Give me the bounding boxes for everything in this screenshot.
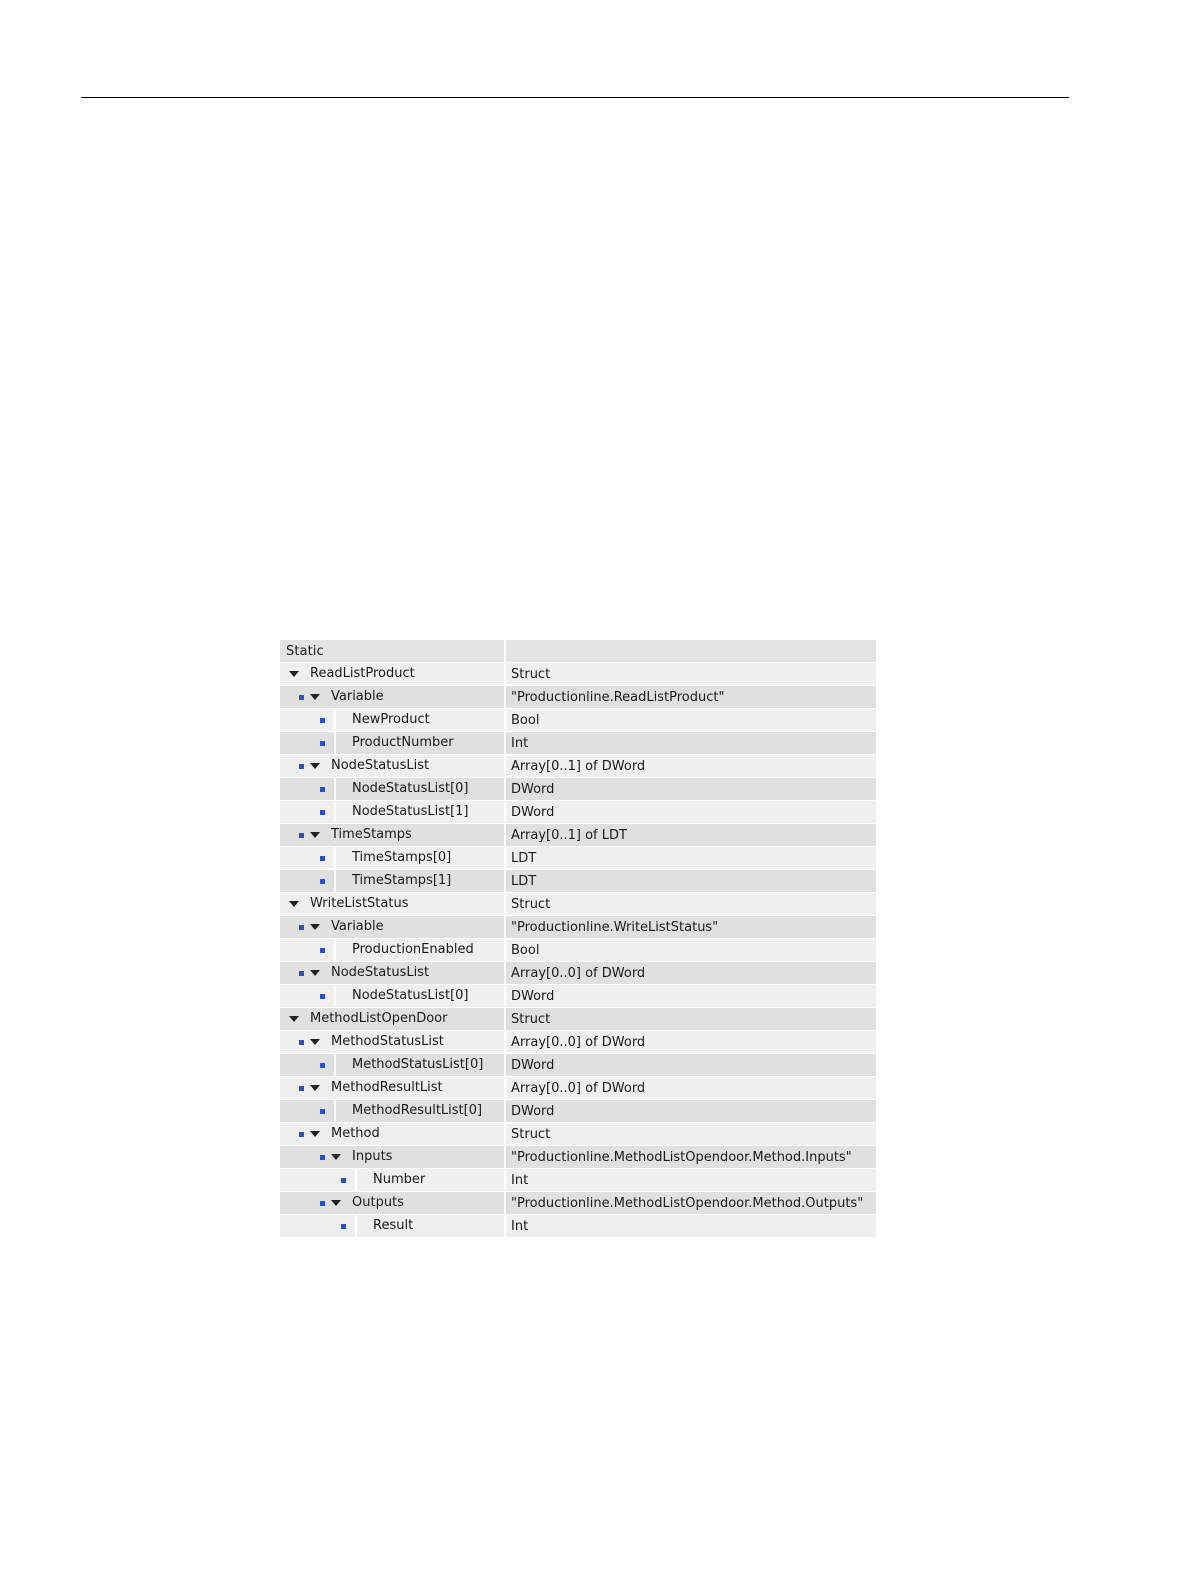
row-type-label: "Productionline.MethodListOpendoor.Method.Inputs" — [511, 1149, 852, 1165]
row-name-cell[interactable] — [280, 755, 505, 778]
row-name-wrap — [280, 709, 504, 731]
row-name-wrap — [280, 755, 504, 777]
row-type-label: DWord — [511, 781, 555, 797]
row-type-label: LDT — [511, 873, 537, 889]
row-name-wrap — [280, 778, 504, 800]
row-type-label: Int — [511, 1172, 529, 1188]
expand-triangle-icon[interactable] — [331, 1200, 341, 1206]
row-name-label: MethodListOpenDoor — [310, 1011, 448, 1026]
table-row[interactable] — [280, 1031, 876, 1054]
row-type-label: Array[0..1] of LDT — [511, 827, 627, 843]
row-name-cell[interactable] — [280, 1215, 505, 1238]
row-type-label: DWord — [511, 804, 555, 820]
row-name-wrap — [280, 1123, 504, 1145]
member-marker-icon — [320, 1063, 325, 1068]
row-name-cell[interactable] — [280, 778, 505, 801]
row-name-cell[interactable] — [280, 1169, 505, 1192]
row-name-label: WriteListStatus — [310, 896, 409, 911]
row-name-label: TimeStamps[0] — [352, 850, 452, 865]
table-row[interactable] — [280, 732, 876, 755]
header-static-label: Static — [286, 643, 324, 659]
row-type-cell[interactable] — [505, 847, 876, 870]
row-name-wrap — [280, 985, 504, 1007]
row-name-cell[interactable] — [280, 732, 505, 755]
row-name-label: NodeStatusList[0] — [352, 781, 469, 796]
table-row[interactable] — [280, 893, 876, 916]
row-name-wrap — [280, 686, 504, 708]
table-header-row — [280, 640, 876, 663]
table-row[interactable] — [280, 916, 876, 939]
row-type-label: Array[0..0] of DWord — [511, 1034, 646, 1050]
row-name-label: Method — [331, 1126, 380, 1141]
row-name-label: Variable — [331, 689, 384, 704]
row-name-label: Inputs — [352, 1149, 393, 1164]
row-name-cell[interactable] — [280, 709, 505, 732]
row-name-label: Variable — [331, 919, 384, 934]
row-type-cell[interactable] — [505, 755, 876, 778]
row-name-label: MethodStatusList[0] — [352, 1057, 484, 1072]
indent-guide — [334, 778, 336, 800]
row-name-cell[interactable] — [280, 847, 505, 870]
row-type-cell[interactable] — [505, 1215, 876, 1238]
row-type-cell[interactable] — [505, 801, 876, 824]
indent-guide — [355, 1215, 357, 1237]
row-name-cell[interactable] — [280, 1031, 505, 1054]
member-marker-icon — [320, 1109, 325, 1114]
row-name-label: MethodResultList[0] — [352, 1103, 483, 1118]
table-row[interactable] — [280, 686, 876, 709]
row-name-cell[interactable] — [280, 1192, 505, 1215]
table-row[interactable] — [280, 1054, 876, 1077]
row-type-cell[interactable] — [505, 1054, 876, 1077]
row-name-wrap — [280, 962, 504, 984]
row-name-cell[interactable] — [280, 1146, 505, 1169]
row-name-cell[interactable] — [280, 893, 505, 916]
table-row[interactable] — [280, 1169, 876, 1192]
header-type-cell — [505, 640, 876, 663]
table-row[interactable] — [280, 801, 876, 824]
row-name-wrap — [280, 870, 504, 892]
expand-triangle-icon[interactable] — [310, 924, 320, 930]
indent-guide — [334, 870, 336, 892]
table-row[interactable] — [280, 1146, 876, 1169]
indent-guide — [334, 801, 336, 823]
indent-guide — [334, 732, 336, 754]
member-marker-icon — [320, 718, 325, 723]
row-name-label: NodeStatusList[0] — [352, 988, 469, 1003]
member-marker-icon — [320, 1201, 325, 1206]
expand-triangle-icon[interactable] — [289, 671, 299, 677]
row-type-cell[interactable] — [505, 939, 876, 962]
row-name-label: ProductNumber — [352, 735, 454, 750]
row-name-wrap — [280, 1146, 504, 1168]
table-row[interactable] — [280, 847, 876, 870]
row-name-wrap — [280, 732, 504, 754]
row-type-cell[interactable] — [505, 1192, 876, 1215]
expand-triangle-icon[interactable] — [310, 1039, 320, 1045]
row-type-cell[interactable] — [505, 778, 876, 801]
row-type-cell[interactable] — [505, 916, 876, 939]
row-type-label: LDT — [511, 850, 537, 866]
table-row[interactable] — [280, 1100, 876, 1123]
row-name-label: MethodResultList — [331, 1080, 443, 1095]
row-name-cell[interactable] — [280, 1077, 505, 1100]
row-name-wrap — [280, 1100, 504, 1122]
row-type-cell[interactable] — [505, 732, 876, 755]
row-name-cell[interactable] — [280, 663, 505, 686]
indent-guide — [334, 985, 336, 1007]
row-name-wrap — [280, 1054, 504, 1076]
table-row[interactable] — [280, 709, 876, 732]
row-name-cell[interactable] — [280, 801, 505, 824]
row-type-cell[interactable] — [505, 985, 876, 1008]
row-type-cell[interactable] — [505, 1077, 876, 1100]
row-type-label: Array[0..1] of DWord — [511, 758, 646, 774]
member-marker-icon — [320, 1155, 325, 1160]
row-name-cell[interactable] — [280, 870, 505, 893]
row-name-cell[interactable] — [280, 1123, 505, 1146]
row-name-cell[interactable] — [280, 1054, 505, 1077]
expand-triangle-icon[interactable] — [331, 1154, 341, 1160]
row-name-wrap — [280, 663, 504, 685]
table-row[interactable] — [280, 1008, 876, 1031]
expand-triangle-icon[interactable] — [310, 970, 320, 976]
row-type-cell[interactable] — [505, 709, 876, 732]
row-type-cell[interactable] — [505, 1008, 876, 1031]
expand-triangle-icon[interactable] — [310, 694, 320, 700]
row-type-label: Int — [511, 1218, 529, 1234]
row-name-label: MethodStatusList — [331, 1034, 444, 1049]
expand-triangle-icon[interactable] — [289, 1016, 299, 1022]
table-row[interactable] — [280, 663, 876, 686]
row-name-cell[interactable] — [280, 985, 505, 1008]
member-marker-icon — [299, 925, 304, 930]
row-type-label: Array[0..0] of DWord — [511, 965, 646, 981]
table-row[interactable] — [280, 1215, 876, 1238]
row-name-wrap — [280, 1215, 504, 1237]
row-name-label: Outputs — [352, 1195, 404, 1210]
row-type-cell[interactable] — [505, 1146, 876, 1169]
row-type-label: Bool — [511, 942, 540, 958]
member-marker-icon — [341, 1224, 346, 1229]
row-type-cell[interactable] — [505, 1169, 876, 1192]
header-static-cell — [280, 640, 505, 663]
table-row[interactable] — [280, 755, 876, 778]
expand-triangle-icon[interactable] — [310, 832, 320, 838]
indent-guide — [355, 1169, 357, 1191]
member-marker-icon — [299, 764, 304, 769]
indent-guide — [334, 847, 336, 869]
expand-triangle-icon[interactable] — [289, 901, 299, 907]
indent-guide — [334, 1054, 336, 1076]
member-marker-icon — [320, 741, 325, 746]
row-name-wrap — [280, 893, 504, 915]
row-type-label: Struct — [511, 1011, 551, 1027]
row-type-label: DWord — [511, 988, 555, 1004]
member-marker-icon — [341, 1178, 346, 1183]
row-name-wrap — [280, 824, 504, 846]
row-name-label: ReadListProduct — [310, 666, 415, 681]
row-name-label: NodeStatusList — [331, 758, 430, 773]
header-type-label — [506, 644, 511, 659]
row-name-label: TimeStamps[1] — [352, 873, 452, 888]
row-name-cell[interactable] — [280, 939, 505, 962]
row-type-label: DWord — [511, 1103, 555, 1119]
member-marker-icon — [299, 1086, 304, 1091]
row-type-cell[interactable] — [505, 1031, 876, 1054]
expand-triangle-icon[interactable] — [310, 763, 320, 769]
row-name-label: Result — [373, 1218, 414, 1233]
row-type-cell[interactable] — [505, 870, 876, 893]
row-name-wrap — [280, 1077, 504, 1099]
member-marker-icon — [320, 879, 325, 884]
row-name-wrap — [280, 1031, 504, 1053]
indent-guide — [334, 709, 336, 731]
member-marker-icon — [299, 833, 304, 838]
row-name-wrap — [280, 939, 504, 961]
row-name-wrap — [280, 1169, 504, 1191]
row-name-label: TimeStamps — [331, 827, 412, 842]
row-name-label: NodeStatusList[1] — [352, 804, 469, 819]
row-type-label: Int — [511, 735, 529, 751]
table-row[interactable] — [280, 985, 876, 1008]
table-row[interactable] — [280, 870, 876, 893]
member-marker-icon — [320, 787, 325, 792]
row-name-cell[interactable] — [280, 962, 505, 985]
table-row[interactable] — [280, 778, 876, 801]
row-type-cell[interactable] — [505, 1100, 876, 1123]
row-type-label: DWord — [511, 1057, 555, 1073]
expand-triangle-icon[interactable] — [310, 1131, 320, 1137]
page-header-rule — [81, 97, 1069, 98]
row-type-label: "Productionline.MethodListOpendoor.Method.Outputs" — [511, 1195, 864, 1211]
table-row[interactable] — [280, 962, 876, 985]
member-marker-icon — [299, 1040, 304, 1045]
row-name-label: NewProduct — [352, 712, 430, 727]
member-marker-icon — [299, 695, 304, 700]
row-type-label: "Productionline.ReadListProduct" — [511, 689, 725, 705]
row-name-wrap — [280, 1008, 504, 1030]
row-type-cell[interactable] — [505, 1123, 876, 1146]
member-marker-icon — [299, 1132, 304, 1137]
member-marker-icon — [320, 948, 325, 953]
row-type-cell[interactable] — [505, 663, 876, 686]
row-type-label: Struct — [511, 896, 551, 912]
row-name-cell[interactable] — [280, 686, 505, 709]
row-type-cell[interactable] — [505, 686, 876, 709]
row-type-label: Struct — [511, 666, 551, 682]
row-name-cell[interactable] — [280, 1100, 505, 1123]
row-type-cell[interactable] — [505, 824, 876, 847]
table-row[interactable] — [280, 939, 876, 962]
member-marker-icon — [320, 856, 325, 861]
row-name-cell[interactable] — [280, 824, 505, 847]
row-name-cell[interactable] — [280, 916, 505, 939]
row-name-wrap — [280, 801, 504, 823]
table-row[interactable] — [280, 1077, 876, 1100]
row-type-cell[interactable] — [505, 962, 876, 985]
row-name-label: Number — [373, 1172, 426, 1187]
expand-triangle-icon[interactable] — [310, 1085, 320, 1091]
row-type-label: Bool — [511, 712, 540, 728]
member-marker-icon — [299, 971, 304, 976]
row-name-wrap — [280, 847, 504, 869]
row-type-label: Struct — [511, 1126, 551, 1142]
row-name-label: NodeStatusList — [331, 965, 430, 980]
row-name-wrap — [280, 1192, 504, 1214]
row-type-cell[interactable] — [505, 893, 876, 916]
member-marker-icon — [320, 810, 325, 815]
row-type-label: "Productionline.WriteListStatus" — [511, 919, 719, 935]
row-name-label: ProductionEnabled — [352, 942, 474, 957]
member-marker-icon — [320, 994, 325, 999]
table-row[interactable] — [280, 1123, 876, 1146]
static-variables-table — [280, 640, 876, 1238]
row-type-label: Array[0..0] of DWord — [511, 1080, 646, 1096]
row-name-wrap — [280, 916, 504, 938]
indent-guide — [334, 1100, 336, 1122]
table-row[interactable] — [280, 824, 876, 847]
indent-guide — [334, 939, 336, 961]
row-name-cell[interactable] — [280, 1008, 505, 1031]
table-row[interactable] — [280, 1192, 876, 1215]
